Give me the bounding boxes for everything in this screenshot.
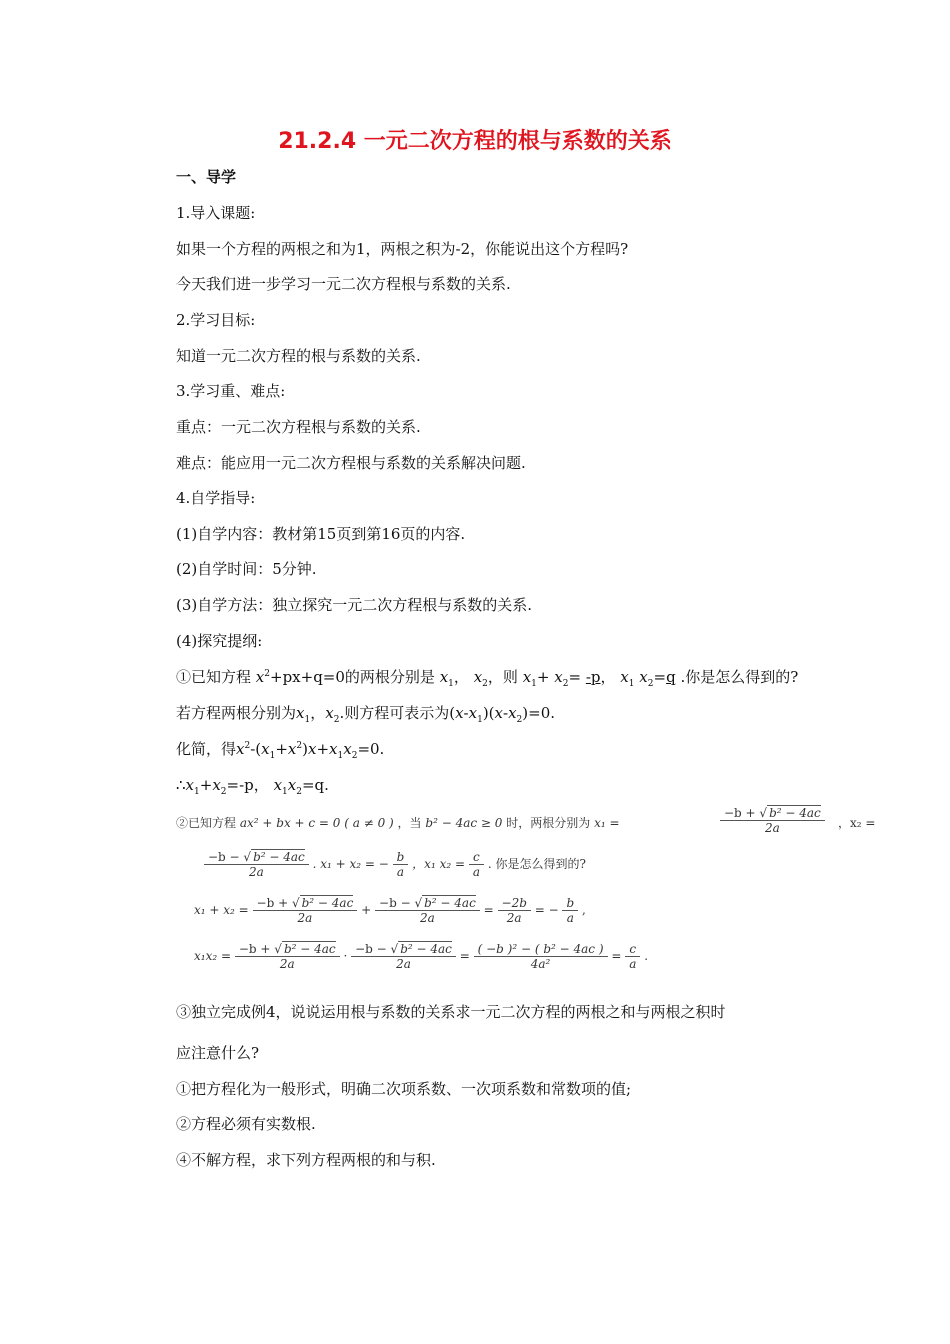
- paragraph: (4)探究提纲:: [176, 632, 263, 650]
- sub: 1: [194, 787, 200, 797]
- question-3-cont: 应注意什么?: [176, 1044, 260, 1062]
- exp: 2: [296, 741, 303, 751]
- text: .则方程可表示为(: [339, 704, 456, 722]
- numerator: b: [396, 850, 405, 864]
- answer-item: ①把方程化为一般形式，明确二次项系数、一次项系数和常数项的值;: [176, 1080, 632, 1098]
- denominator: 2a: [351, 956, 456, 971]
- var: x: [494, 704, 503, 722]
- denominator: a: [562, 910, 578, 925]
- denominator: a: [625, 956, 640, 971]
- text: .你是怎么得到的?: [680, 668, 799, 686]
- answer-item: ②方程必须有实数根.: [176, 1115, 316, 1133]
- paragraph: 难点：能应用一元二次方程根与系数的关系解决问题.: [176, 454, 526, 472]
- var: x: [329, 740, 338, 758]
- denominator: 2a: [235, 956, 340, 971]
- equation: ax² + bx + c = 0 ( a ≠ 0 ): [239, 816, 394, 830]
- text: =: [459, 949, 470, 963]
- text: -: [463, 704, 469, 722]
- text: ，: [453, 668, 469, 686]
- fraction: $\frac{\text{−b − √ b² − 4ac}}{2a}$: [204, 850, 309, 879]
- numerator: −b −: [355, 942, 387, 956]
- question-1-line-3: [176, 738, 384, 761]
- radicand: b² − 4ac: [283, 942, 336, 956]
- var: x: [473, 668, 483, 686]
- lhs: x₁ + x₂ =: [194, 903, 249, 917]
- numerator: −2b: [501, 896, 527, 910]
- sub: 1: [337, 751, 344, 761]
- denominator: a: [393, 864, 409, 879]
- paragraph: 重点：一元二次方程根与系数的关系.: [176, 418, 421, 436]
- sum-label: . x₁ + x₂ =: [312, 857, 375, 871]
- text: =: [483, 903, 494, 917]
- text: ①已知方程: [176, 668, 252, 686]
- text: ): [302, 740, 308, 758]
- text: =: [653, 668, 667, 686]
- var: x: [455, 704, 464, 722]
- text: +: [275, 740, 288, 758]
- fraction: [562, 896, 578, 925]
- denominator: a: [469, 864, 484, 879]
- exp: 2: [264, 669, 270, 679]
- paragraph: (2)自学时间：5分钟.: [176, 560, 317, 578]
- sub: 1: [477, 715, 483, 725]
- fraction: [498, 896, 531, 925]
- var: x: [554, 668, 563, 686]
- text: =-p，: [226, 776, 269, 794]
- question-1-line-4: [176, 774, 329, 797]
- fraction: $\frac{\text{−b − √ b² − 4ac}}{2a}$: [375, 896, 480, 925]
- var: x: [261, 740, 270, 758]
- numerator: ( −b )² − ( b² − 4ac ): [477, 942, 604, 956]
- paragraph: (3)自学方法：独立探究一元二次方程根与系数的关系.: [176, 596, 533, 614]
- denominator: 4a²: [474, 956, 608, 971]
- text: ，当: [397, 816, 422, 830]
- lhs: x₁x₂ =: [194, 949, 232, 963]
- sub: 1: [448, 679, 454, 689]
- radicand: b² − 4ac: [301, 896, 354, 910]
- text: +px+q=0的两根分别是: [270, 668, 435, 686]
- text: =0.: [357, 740, 385, 758]
- text: ，则: [487, 668, 518, 686]
- var: x: [325, 704, 334, 722]
- question-1-line-2: [176, 702, 555, 725]
- text: =: [568, 668, 582, 686]
- fraction: [474, 942, 608, 971]
- numerator: b: [566, 896, 575, 910]
- var: x: [185, 776, 195, 794]
- sub: 2: [482, 679, 488, 689]
- radicand: b² − 4ac: [424, 896, 476, 910]
- var: x: [287, 776, 297, 794]
- sub: 2: [296, 787, 302, 797]
- product-label: ，x₁ x₂ =: [412, 857, 466, 871]
- text: ，: [310, 704, 326, 722]
- item-heading: 3.学习重、难点:: [176, 382, 286, 400]
- var: x: [287, 740, 297, 758]
- var: x: [273, 776, 283, 794]
- page-title: 21.2.4 一元二次方程的根与系数的关系: [278, 129, 672, 154]
- fraction: [625, 942, 640, 971]
- root-1-fraction: [720, 806, 825, 835]
- text: -: [503, 704, 509, 722]
- text: .: [644, 949, 649, 963]
- sum-derivation: [194, 896, 586, 925]
- var: x: [343, 740, 352, 758]
- item-heading: 4.自学指导:: [176, 489, 256, 507]
- x2-label: ，x₂ =: [838, 816, 876, 830]
- var: x: [307, 740, 317, 758]
- text: )=0.: [522, 704, 556, 722]
- text: 时，两根分别为: [506, 816, 591, 830]
- var: x: [522, 668, 532, 686]
- denominator: 2a: [204, 864, 309, 879]
- item-heading: 2.学习目标:: [176, 311, 256, 329]
- denominator: 2a: [253, 910, 358, 925]
- fraction: $\frac{\text{−b − √ b² − 4ac}}{2a}$: [351, 942, 456, 971]
- radicand: b² − 4ac: [769, 806, 821, 820]
- var: x: [468, 704, 478, 722]
- question-2-line-1: [176, 814, 620, 831]
- text: ·: [343, 949, 348, 963]
- sub: 2: [333, 715, 340, 725]
- paragraph: 知道一元二次方程的根与系数的关系.: [176, 347, 421, 365]
- denominator: 2a: [720, 820, 825, 835]
- text: +: [361, 903, 372, 917]
- answer-sum: -p: [585, 668, 601, 686]
- sub: 1: [269, 751, 276, 761]
- var: x: [508, 704, 517, 722]
- denominator: 2a: [498, 910, 531, 925]
- radicand: b² − 4ac: [253, 850, 305, 864]
- var: x: [439, 668, 449, 686]
- paragraph: 今天我们进一步学习一元二次方程根与系数的关系.: [176, 275, 511, 293]
- denominator: 2a: [375, 910, 480, 925]
- text: . 你是怎么得到的?: [487, 857, 586, 871]
- numerator: −b +: [724, 806, 756, 820]
- section-heading: 一、导学: [176, 168, 237, 186]
- text: +: [536, 668, 550, 686]
- answer-product: q: [666, 668, 676, 686]
- condition: b² − 4ac ≥ 0: [425, 816, 503, 830]
- var: x: [639, 668, 648, 686]
- product-derivation: [194, 942, 648, 971]
- root-2-fraction: [204, 850, 586, 879]
- text: 化简，得: [176, 740, 237, 758]
- paragraph: (1)自学内容：教材第15页到第16页的内容.: [176, 525, 466, 543]
- sub: 2: [220, 787, 227, 797]
- numerator: −b −: [379, 896, 411, 910]
- numerator: −b +: [238, 942, 271, 956]
- text: ②已知方程: [176, 816, 237, 830]
- fraction: $\frac{\text{−b + √ b² − 4ac}}{2a}$: [720, 806, 825, 835]
- exp: 2: [244, 741, 251, 751]
- numerator: c: [629, 942, 637, 956]
- text: +: [199, 776, 213, 794]
- therefore-symbol: ∴: [176, 776, 186, 794]
- var: x: [212, 776, 221, 794]
- text: -(: [250, 740, 262, 758]
- radicand: b² − 4ac: [400, 942, 452, 956]
- numerator: c: [473, 850, 480, 864]
- question-4: ④不解方程，求下列方程两根的和与积.: [176, 1151, 436, 1169]
- fraction: $\frac{\text{−b + √ b² − 4ac}}{2a}$: [235, 942, 340, 971]
- var: x: [620, 668, 629, 686]
- text: ，: [600, 668, 616, 686]
- question-3: ③独立完成例4，说说运用根与系数的关系求一元二次方程的两根之和与两根之积时: [176, 1003, 726, 1021]
- text: =: [611, 949, 622, 963]
- text: = −: [534, 903, 559, 917]
- var: x: [255, 668, 265, 686]
- var: x: [236, 740, 245, 758]
- sub: 2: [647, 679, 654, 689]
- sub: 2: [351, 751, 358, 761]
- sub: 1: [304, 715, 311, 725]
- sub: 1: [531, 679, 537, 689]
- text: ,: [582, 903, 586, 917]
- fraction: [393, 850, 409, 879]
- var: x: [296, 704, 305, 722]
- fraction: [469, 850, 484, 879]
- sub: 2: [516, 715, 523, 725]
- text: 若方程两根分别为: [176, 704, 297, 722]
- question-1: [176, 666, 798, 689]
- numerator: −b +: [256, 896, 289, 910]
- sub: 1: [282, 787, 288, 797]
- text: =q.: [301, 776, 329, 794]
- var: x₁ =: [594, 816, 620, 830]
- sub: 1: [628, 679, 635, 689]
- sub: 2: [562, 679, 569, 689]
- text: −: [378, 857, 389, 871]
- fraction: $\frac{\text{−b + √ b² − 4ac}}{2a}$: [253, 896, 358, 925]
- numerator: −b −: [208, 850, 240, 864]
- item-heading: 1.导入课题:: [176, 204, 256, 222]
- paragraph: 如果一个方程的两根之和为1，两根之积为-2，你能说出这个方程吗?: [176, 240, 629, 258]
- text: )(: [482, 704, 495, 722]
- text: +: [316, 740, 330, 758]
